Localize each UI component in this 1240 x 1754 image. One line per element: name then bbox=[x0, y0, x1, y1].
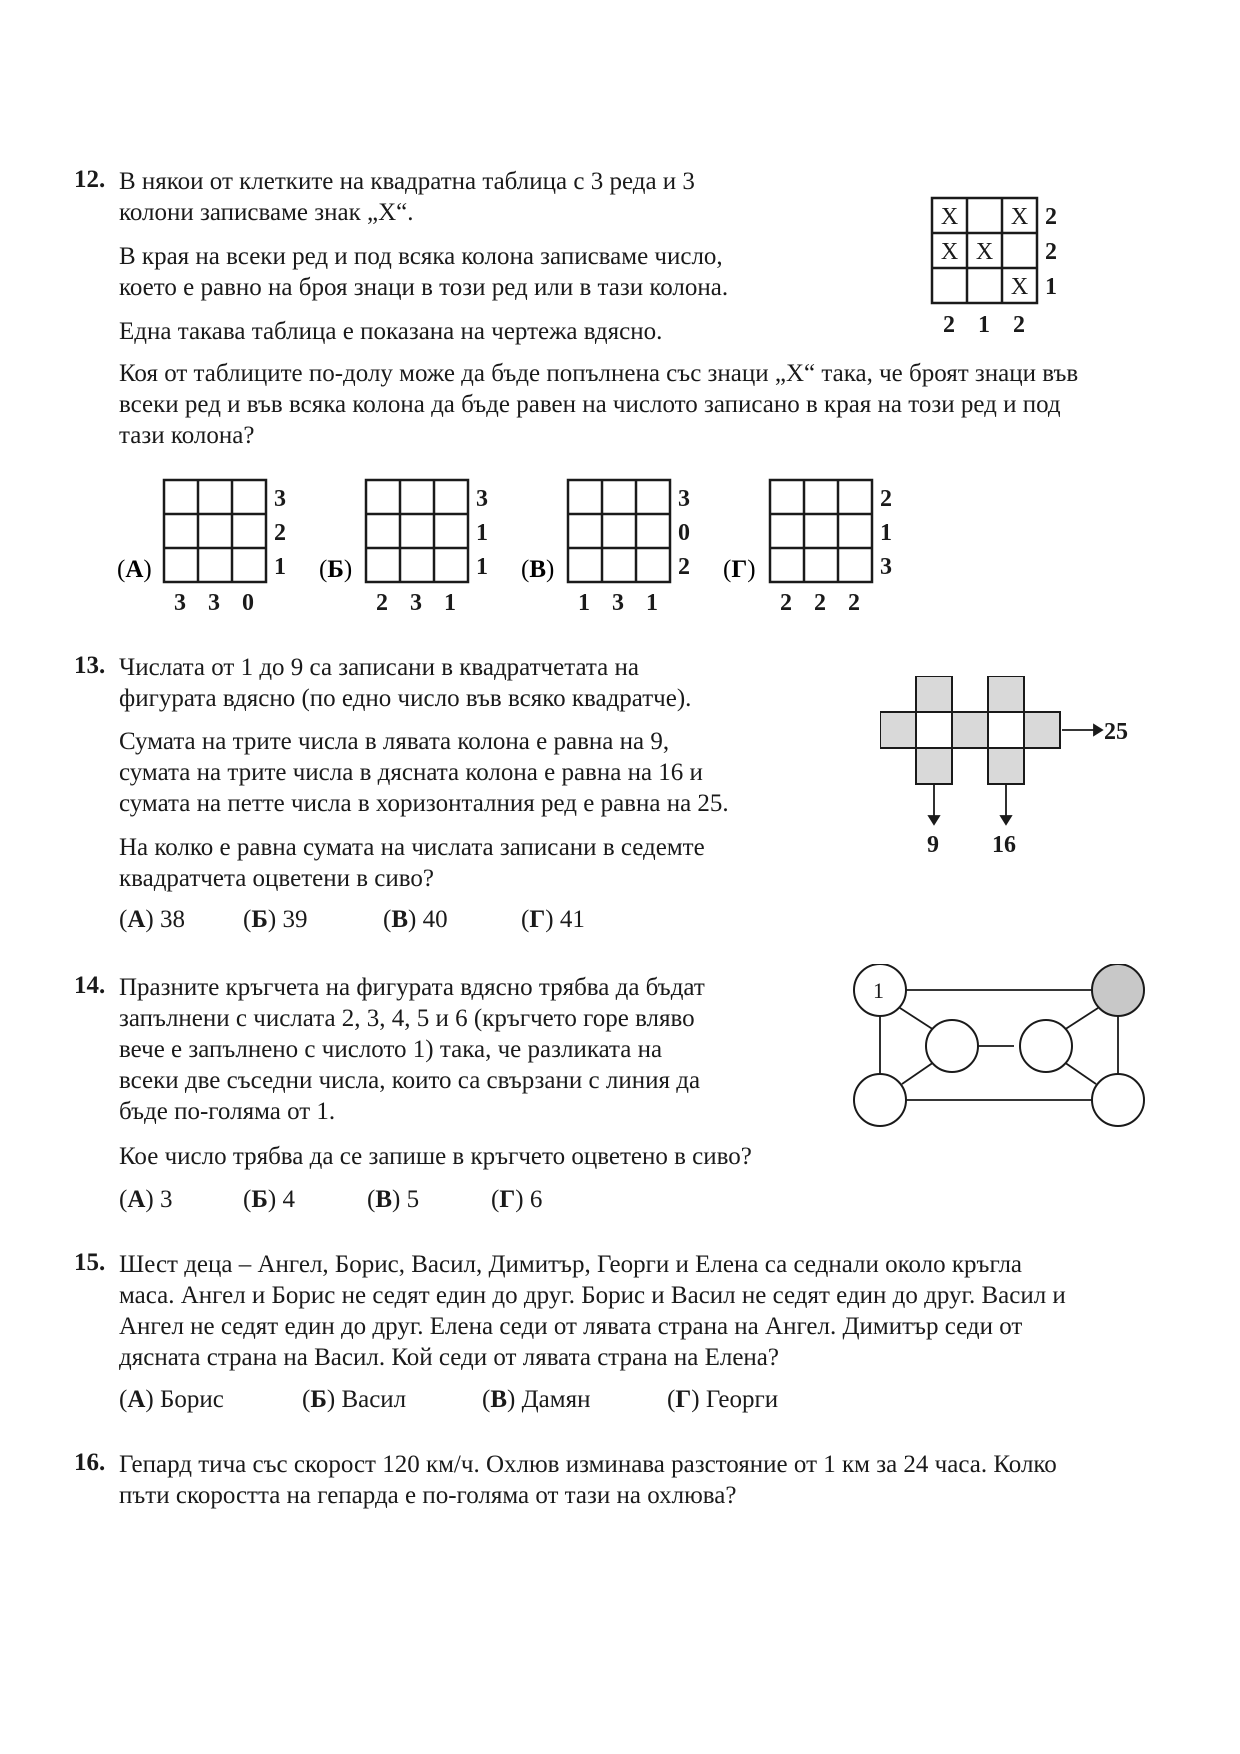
cell-mark: X bbox=[940, 204, 959, 230]
col-count: 2 bbox=[780, 590, 792, 616]
option-a-table bbox=[117, 480, 286, 616]
row-count: 3 bbox=[880, 554, 892, 580]
row-count: 1 bbox=[274, 554, 286, 580]
question-number: 13. bbox=[74, 652, 106, 679]
answer-choice-a[interactable]: (А) 38 bbox=[119, 906, 185, 933]
row-count: 1 bbox=[476, 554, 488, 580]
cell-mark: X bbox=[940, 239, 959, 265]
answer-choice-c[interactable]: (В) 40 bbox=[383, 906, 448, 933]
question-text: Гепард тича със скорост 120 км/ч. Охлюв изминава разстояние от 1 км за 24 часа. Колко пъти скоростта на гепарда е по-голяма от тази на охлюва? bbox=[119, 1451, 1057, 1509]
circle-node-bottom-right bbox=[1092, 1074, 1144, 1126]
row-count: 2 bbox=[678, 554, 690, 580]
col-count: 1 bbox=[646, 590, 658, 616]
answer-choice-a[interactable]: (А) Борис bbox=[119, 1386, 224, 1413]
question-text: Числата от 1 до 9 са записани в квадратчетата на фигурата вдясно (по едно число във всяко квадратче). bbox=[119, 654, 692, 712]
option-d-table bbox=[723, 480, 892, 616]
col-count: 1 bbox=[444, 590, 456, 616]
row-count: 2 bbox=[1045, 204, 1057, 230]
option-label: В bbox=[529, 556, 547, 583]
row-count: 3 bbox=[678, 486, 690, 512]
row-count: 3 bbox=[476, 486, 488, 512]
answer-choices bbox=[119, 906, 645, 934]
answer-choice-d[interactable]: (Г) 6 bbox=[491, 1186, 543, 1213]
option-b-table bbox=[319, 480, 488, 616]
col-count: 3 bbox=[410, 590, 422, 616]
option-label: Б bbox=[327, 556, 344, 583]
question-text: Празните кръгчета на фигурата вдясно трябва да бъдат запълнени с числата 2, 3, 4, 5 и 6 (кръгчето горе вляво вече е запълнено с числото 1) така, че разликата на всеки две съседни числа, които са свързани с линия да бъде по-голяма от 1. bbox=[119, 974, 705, 1125]
circles-graph-figure bbox=[848, 964, 1148, 1134]
answer-choice-d[interactable]: (Г) Георги bbox=[667, 1386, 779, 1413]
filled-circle-value: 1 bbox=[873, 978, 884, 1003]
question-text: Кое число трябва да се запише в кръгчето оцветено в сиво? bbox=[119, 1143, 752, 1170]
svg-text:(Г): (Г) bbox=[723, 556, 756, 583]
col-count: 1 bbox=[978, 312, 990, 338]
svg-text:(В): (В) bbox=[521, 556, 555, 583]
col-count: 0 bbox=[242, 590, 254, 616]
question-number: 12. bbox=[74, 166, 106, 193]
answer-choice-c[interactable]: (В) 5 bbox=[367, 1186, 420, 1213]
option-label: Г bbox=[731, 556, 748, 583]
option-c-table bbox=[521, 480, 690, 616]
col-count: 2 bbox=[814, 590, 826, 616]
row-count: 2 bbox=[274, 520, 286, 546]
answer-choice-b[interactable]: (Б) Васил bbox=[302, 1386, 407, 1413]
row-count: 3 bbox=[274, 486, 286, 512]
answer-choices bbox=[119, 1386, 827, 1414]
question-text: На колко е равна сумата на числата записани в седемте квадратчета оцветени в сиво? bbox=[119, 834, 705, 892]
answer-choices bbox=[119, 1186, 615, 1214]
cell-mark: X bbox=[975, 239, 994, 265]
cell-mark: X bbox=[1010, 274, 1029, 300]
question-text: Сумата на трите числа в лявата колона е равна на 9, сумата на трите числа в дясната колона е равна на 16 и сумата на петте числа в хоризонталния ред е равна на 25. bbox=[119, 728, 729, 817]
row-sum-label: 25 bbox=[1104, 719, 1128, 745]
circle-node-middle-left bbox=[926, 1020, 978, 1072]
question-text: В някои от клетките на квадратна таблица с 3 реда и 3 колони записваме знак „X“. bbox=[119, 168, 695, 226]
col-count: 2 bbox=[943, 312, 955, 338]
col-count: 1 bbox=[578, 590, 590, 616]
svg-text:(Б): (Б) bbox=[319, 556, 353, 583]
question-text: Шест деца – Ангел, Борис, Васил, Димитър, Георги и Елена са седнали около кръгла маса. Ангел и Борис не седят един до друг. Борис и Васил не седят един до друг. Васил и Ангел не седят един до друг. Елена седи от лявата страна на Ангел. Димитър седи от дясната страна на Васил. Кой седи от лявата страна на Елена? bbox=[119, 1251, 1066, 1371]
row-count: 1 bbox=[880, 520, 892, 546]
col-count: 2 bbox=[1013, 312, 1025, 338]
question-number: 16. bbox=[74, 1449, 106, 1476]
row-count: 0 bbox=[678, 520, 690, 546]
question-number: 15. bbox=[74, 1249, 106, 1276]
row-count: 1 bbox=[1045, 274, 1057, 300]
cross-figure bbox=[880, 676, 1140, 866]
col-count: 2 bbox=[376, 590, 388, 616]
circle-node-bottom-left bbox=[854, 1074, 906, 1126]
left-column-sum-label: 9 bbox=[927, 832, 939, 858]
col-count: 3 bbox=[612, 590, 624, 616]
svg-text:(А): (А) bbox=[117, 556, 152, 583]
question-text: Една такава таблица е показана на чертежа вдясно. bbox=[119, 318, 663, 345]
row-count: 2 bbox=[880, 486, 892, 512]
right-column-sum-label: 16 bbox=[992, 832, 1016, 858]
question-text: В края на всеки ред и под всяка колона записваме число, което е равно на броя знаци в този ред или в тази колона. bbox=[119, 243, 729, 301]
question-text: Коя от таблиците по-долу може да бъде попълнена със знаци „X“ така, че броят знаци във всеки ред и във всяка колона да бъде равен на числото записано в края на този ред и под тази колона? bbox=[119, 360, 1079, 449]
example-table-figure bbox=[930, 196, 1080, 341]
answer-choice-d[interactable]: (Г) 41 bbox=[521, 906, 585, 933]
col-count: 3 bbox=[174, 590, 186, 616]
answer-choice-b[interactable]: (Б) 39 bbox=[243, 906, 308, 933]
question-number: 14. bbox=[74, 972, 106, 999]
row-count: 1 bbox=[476, 520, 488, 546]
cell-mark: X bbox=[1010, 204, 1029, 230]
circle-node-top-right bbox=[1092, 964, 1144, 1016]
option-label: А bbox=[125, 556, 144, 583]
answer-choice-c[interactable]: (В) Дамян bbox=[482, 1386, 591, 1413]
col-count: 2 bbox=[848, 590, 860, 616]
answer-choice-a[interactable]: (А) 3 bbox=[119, 1186, 173, 1213]
circle-node-middle-right bbox=[1020, 1020, 1072, 1072]
answer-choice-b[interactable]: (Б) 4 bbox=[243, 1186, 295, 1213]
option-tables-figure bbox=[112, 478, 912, 618]
row-count: 2 bbox=[1045, 239, 1057, 265]
col-count: 3 bbox=[208, 590, 220, 616]
